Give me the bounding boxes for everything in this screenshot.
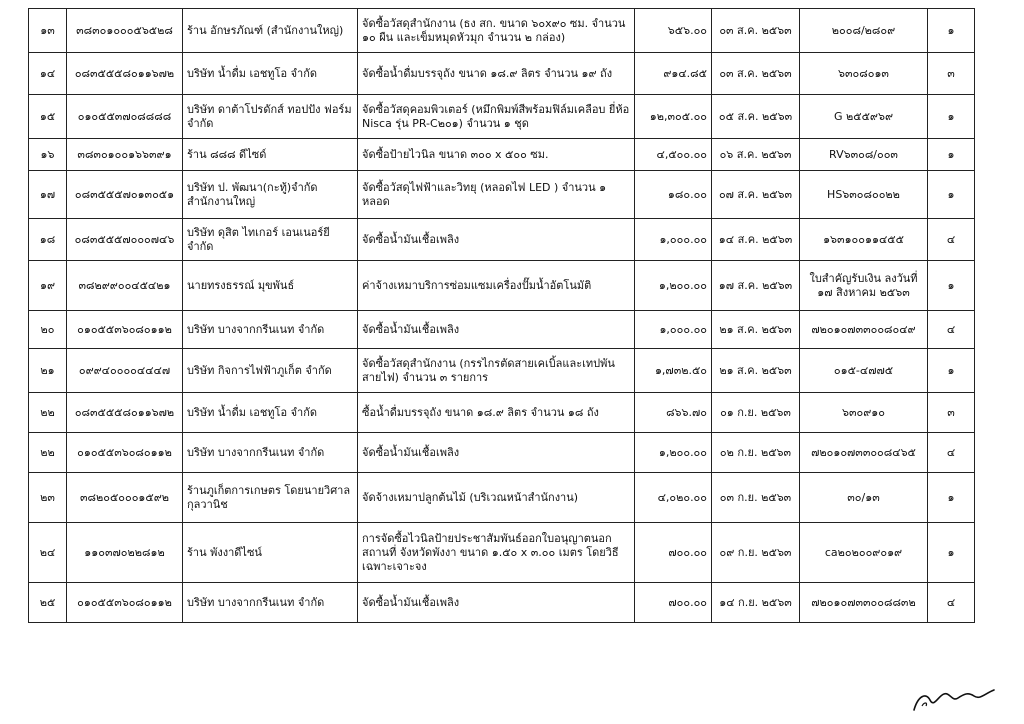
table-row — [29, 523, 975, 583]
reference-document: HS๖๓๐๘๐๐๒๒ — [800, 171, 928, 219]
row-number: ๑๔ — [29, 53, 67, 95]
reference-document: ใบสำคัญรับเงิน ลงวันที่ ๑๗ สิงหาคม ๒๕๖๓ — [800, 261, 928, 311]
table-row — [29, 311, 975, 349]
amount: ๖๕๖.๐๐ — [635, 9, 712, 53]
table-row — [29, 139, 975, 171]
row-number: ๒๑ — [29, 349, 67, 393]
amount: ๘๖๖.๗๐ — [635, 393, 712, 433]
reason-code: ๑ — [928, 473, 975, 523]
tax-id: ๐๙๙๔๐๐๐๐๔๔๔๗ — [67, 349, 183, 393]
item-description: จัดซื้อน้ำดื่มบรรจุถัง ขนาด ๑๘.๙ ลิตร จำนวน ๑๙ ถัง — [358, 53, 635, 95]
tax-id: ๓๘๓๐๑๐๐๑๖๖๓๙๑ — [67, 139, 183, 171]
reference-document: ๓๐/๑๓ — [800, 473, 928, 523]
tax-id: ๓๘๓๐๑๐๐๐๕๖๕๒๘ — [67, 9, 183, 53]
item-description: จัดซื้อวัสดุสำนักงาน (กรรไกรตัดสายเคเบิ้ลและเทปพันสายไฟ) จำนวน ๓ รายการ — [358, 349, 635, 393]
amount: ๙๑๔.๘๕ — [635, 53, 712, 95]
procurement-table — [28, 8, 975, 623]
row-number: ๑๕ — [29, 95, 67, 139]
reference-document: ๗๒๐๑๐๗๓๓๐๐๘๘๓๒ — [800, 583, 928, 623]
tax-id: ๑๑๐๓๗๐๒๒๘๑๒ — [67, 523, 183, 583]
item-description: จัดซื้อวัสดุคอมพิวเตอร์ (หมึกพิมพ์สีพร้อมฟิล์มเคลือบ ยี่ห้อ Nisca รุ่น PR-C๒๐๑) จำนวน ๑ ชุด — [358, 95, 635, 139]
tax-id: ๐๘๓๕๕๕๘๐๑๑๖๗๒ — [67, 53, 183, 95]
tax-id: ๓๘๒๐๕๐๐๐๑๕๙๒ — [67, 473, 183, 523]
reason-code: ๓ — [928, 393, 975, 433]
item-description: จัดซื้อน้ำมันเชื้อเพลิง — [358, 433, 635, 473]
reference-document: ๗๒๐๑๐๗๓๓๐๐๘๔๖๕ — [800, 433, 928, 473]
row-number: ๑๘ — [29, 219, 67, 261]
table-row — [29, 473, 975, 523]
reason-code: ๑ — [928, 523, 975, 583]
vendor-name: บริษัท กิจการไฟฟ้าภูเก็ต จำกัด — [183, 349, 358, 393]
amount: ๗๐๐.๐๐ — [635, 523, 712, 583]
amount: ๑๘๐.๐๐ — [635, 171, 712, 219]
table-row — [29, 95, 975, 139]
date: ๐๓ ก.ย. ๒๕๖๓ — [712, 473, 800, 523]
vendor-name: ร้าน ๘๘๘ ดีไซด์ — [183, 139, 358, 171]
table-row — [29, 219, 975, 261]
signature-mark — [908, 676, 998, 716]
date: ๐๖ ส.ค. ๒๕๖๓ — [712, 139, 800, 171]
row-number: ๑๓ — [29, 9, 67, 53]
amount: ๑,๒๐๐.๐๐ — [635, 433, 712, 473]
reference-document: RV๖๓๐๘/๐๐๓ — [800, 139, 928, 171]
row-number: ๑๖ — [29, 139, 67, 171]
item-description: จัดซื้อน้ำมันเชื้อเพลิง — [358, 583, 635, 623]
item-description: จัดซื้อน้ำมันเชื้อเพลิง — [358, 311, 635, 349]
vendor-name: ร้าน พังงาดีไซน์ — [183, 523, 358, 583]
table-row — [29, 9, 975, 53]
amount: ๔,๕๐๐.๐๐ — [635, 139, 712, 171]
reference-document: ๖๓๐๘๐๑๓ — [800, 53, 928, 95]
vendor-name: บริษัท บางจากกรีนเนท จำกัด — [183, 583, 358, 623]
date: ๐๕ ส.ค. ๒๕๖๓ — [712, 95, 800, 139]
row-number: ๑๗ — [29, 171, 67, 219]
reference-document: ๖๓๐๙๑๐ — [800, 393, 928, 433]
vendor-name: นายทรงธรรณ์ มุขพันธ์ — [183, 261, 358, 311]
table-body — [29, 9, 975, 623]
row-number: ๒๕ — [29, 583, 67, 623]
row-number: ๒๒ — [29, 433, 67, 473]
reference-document: ca๒๐๒๐๐๙๐๑๙ — [800, 523, 928, 583]
reason-code: ๑ — [928, 139, 975, 171]
table-row — [29, 583, 975, 623]
row-number: ๒๒ — [29, 393, 67, 433]
tax-id: ๐๑๐๕๕๓๖๐๘๐๑๑๒ — [67, 433, 183, 473]
vendor-name: บริษัท บางจากกรีนเนท จำกัด — [183, 433, 358, 473]
date: ๐๑ ก.ย. ๒๕๖๓ — [712, 393, 800, 433]
row-number: ๒๔ — [29, 523, 67, 583]
date: ๐๙ ก.ย. ๒๕๖๓ — [712, 523, 800, 583]
vendor-name: บริษัท ป. พัฒนา(กะทู้)จำกัด สำนักงานใหญ่ — [183, 171, 358, 219]
table-row — [29, 393, 975, 433]
reason-code: ๓ — [928, 53, 975, 95]
vendor-name: บริษัท ดาต้าโปรดักส์ ทอปปัง ฟอร์ม จำกัด — [183, 95, 358, 139]
reference-document: ๑๖๓๑๐๐๑๑๔๕๕ — [800, 219, 928, 261]
vendor-name: ร้าน อักษรภัณฑ์ (สำนักงานใหญ่) — [183, 9, 358, 53]
date: ๒๑ ส.ค. ๒๕๖๓ — [712, 349, 800, 393]
amount: ๔,๐๒๐.๐๐ — [635, 473, 712, 523]
reason-code: ๔ — [928, 219, 975, 261]
reason-code: ๑ — [928, 95, 975, 139]
vendor-name: บริษัท ดุสิต ไทเกอร์ เอนเนอร์ยี จำกัด — [183, 219, 358, 261]
date: ๒๑ ส.ค. ๒๕๖๓ — [712, 311, 800, 349]
amount: ๗๐๐.๐๐ — [635, 583, 712, 623]
reason-code: ๑ — [928, 261, 975, 311]
vendor-name: ร้านภูเก็ตการเกษตร โดยนายวิศาล กุลวานิช — [183, 473, 358, 523]
table-row — [29, 261, 975, 311]
item-description: ค่าจ้างเหมาบริการซ่อมแซมเครื่องปั๊มน้ำอัตโนมัติ — [358, 261, 635, 311]
item-description: ซื้อน้ำดื่มบรรจุถัง ขนาด ๑๘.๙ ลิตร จำนวน ๑๘ ถัง — [358, 393, 635, 433]
row-number: ๑๙ — [29, 261, 67, 311]
date: ๑๔ ก.ย. ๒๕๖๓ — [712, 583, 800, 623]
amount: ๑,๗๓๒.๕๐ — [635, 349, 712, 393]
amount: ๑,๒๐๐.๐๐ — [635, 261, 712, 311]
table-row — [29, 171, 975, 219]
amount: ๑,๐๐๐.๐๐ — [635, 219, 712, 261]
reason-code: ๑ — [928, 171, 975, 219]
tax-id: ๐๑๐๕๕๓๗๐๘๘๘๘ — [67, 95, 183, 139]
date: ๐๒ ก.ย. ๒๕๖๓ — [712, 433, 800, 473]
date: ๐๓ ส.ค. ๒๕๖๓ — [712, 9, 800, 53]
tax-id: ๐๘๓๕๕๕๘๐๑๑๖๗๒ — [67, 393, 183, 433]
reason-code: ๔ — [928, 433, 975, 473]
date: ๐๓ ส.ค. ๒๕๖๓ — [712, 53, 800, 95]
item-description: การจัดซื้อไวนิลป้ายประชาสัมพันธ์ออกใบอนุญาตนอกสถานที่ จังหวัดพังงา ขนาด ๑.๕๐ x ๓.๐๐ เมตร โดยวิธีเฉพาะเจาะจง — [358, 523, 635, 583]
date: ๑๔ ส.ค. ๒๕๖๓ — [712, 219, 800, 261]
date: ๑๗ ส.ค. ๒๕๖๓ — [712, 261, 800, 311]
date: ๐๗ ส.ค. ๒๕๖๓ — [712, 171, 800, 219]
table-row — [29, 53, 975, 95]
vendor-name: บริษัท บางจากกรีนเนท จำกัด — [183, 311, 358, 349]
item-description: จัดซื้อป้ายไวนิล ขนาด ๓๐๐ x ๕๐๐ ซม. — [358, 139, 635, 171]
reason-code: ๑ — [928, 9, 975, 53]
vendor-name: บริษัท น้ำดื่ม เอชทูโอ จำกัด — [183, 53, 358, 95]
row-number: ๒๓ — [29, 473, 67, 523]
tax-id: ๐๑๐๕๕๓๖๐๘๐๑๑๒ — [67, 583, 183, 623]
tax-id: ๐๑๐๕๕๓๖๐๘๐๑๑๒ — [67, 311, 183, 349]
table-row — [29, 349, 975, 393]
amount: ๑๒,๓๐๕.๐๐ — [635, 95, 712, 139]
reason-code: ๑ — [928, 349, 975, 393]
reference-document: ๐๑๕-๔๗๗๕ — [800, 349, 928, 393]
amount: ๑,๐๐๐.๐๐ — [635, 311, 712, 349]
reference-document: G ๒๕๕๙๖๙ — [800, 95, 928, 139]
item-description: จัดซื้อวัสดุสำนักงาน (ธง สก. ขนาด ๖๐x๙๐ ซม. จำนวน ๑๐ ผืน และเข็มหมุดหัวมุก จำนวน ๒ กล่อง) — [358, 9, 635, 53]
reason-code: ๔ — [928, 311, 975, 349]
item-description: จัดจ้างเหมาปลูกต้นไม้ (บริเวณหน้าสำนักงาน) — [358, 473, 635, 523]
reference-document: ๗๒๐๑๐๗๓๓๐๐๘๐๔๙ — [800, 311, 928, 349]
item-description: จัดซื้อวัสดุไฟฟ้าและวิทยุ (หลอดไฟ LED ) จำนวน ๑ หลอด — [358, 171, 635, 219]
tax-id: ๐๘๓๕๕๕๗๐๐๐๗๔๖ — [67, 219, 183, 261]
reference-document: ๒๐๐๘/๒๘๐๙ — [800, 9, 928, 53]
tax-id: ๓๘๒๙๙๐๐๔๕๔๒๑ — [67, 261, 183, 311]
table-row — [29, 433, 975, 473]
item-description: จัดซื้อน้ำมันเชื้อเพลิง — [358, 219, 635, 261]
reason-code: ๔ — [928, 583, 975, 623]
row-number: ๒๐ — [29, 311, 67, 349]
vendor-name: บริษัท น้ำดื่ม เอชทูโอ จำกัด — [183, 393, 358, 433]
tax-id: ๐๘๓๕๕๕๗๐๑๓๐๕๑ — [67, 171, 183, 219]
